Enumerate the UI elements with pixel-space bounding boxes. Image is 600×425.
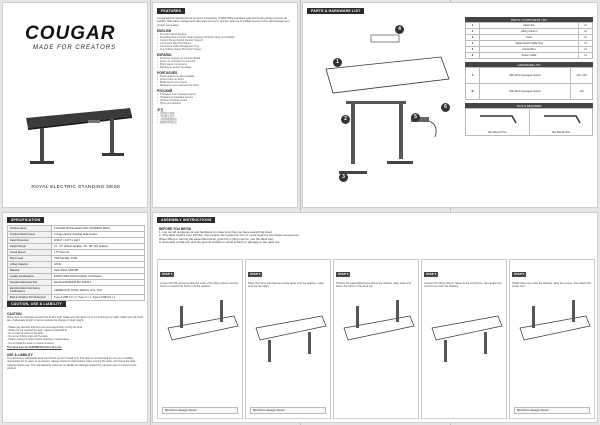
feature-item: • Ajuste de velocidad con memoria	[157, 60, 295, 63]
features-panel	[152, 2, 298, 208]
hardware-name: M4×16mm Hexagon Screw	[480, 84, 571, 100]
callout-5: 5	[411, 113, 420, 122]
warning-item: - Do not lean or climb on the desk.	[7, 332, 44, 335]
feature-item: • Ajuste suave de altura	[157, 78, 295, 81]
step-text: Install cable tray under the desktop using the screws, then attach the power cord.	[512, 282, 591, 289]
step-diagram	[514, 298, 594, 368]
desktop-part	[326, 57, 449, 93]
spec-value: 100 lb	[52, 262, 145, 268]
spec-key: Travel Speed	[8, 250, 52, 256]
component-qty: x2	[579, 29, 593, 35]
before-title: BEFORE YOU BEGIN	[159, 227, 191, 231]
warning-item: - Please unplug the power before cleaning or maintenance.	[7, 338, 70, 342]
spec-value: W1417 × L677 × H117	[52, 238, 145, 244]
hardware-letter: B	[466, 84, 480, 100]
column-left	[351, 104, 355, 164]
feature-item: • Escritorio elegante de primera calidad	[157, 57, 295, 60]
warning-item: - Please do not overload the desk, maximum load 100 lb.	[7, 328, 68, 332]
callout-4: 4	[395, 25, 404, 34]
step-label: STEP 1	[162, 272, 173, 276]
exploded-view	[311, 21, 456, 201]
warning-item: - Do not let children play with the desk.	[7, 335, 49, 339]
desk-sketch	[344, 316, 414, 340]
step-part-callout: M6×16mm Hexagon Screw	[514, 407, 590, 414]
leg-sketch	[220, 300, 223, 322]
fold-line	[150, 0, 151, 425]
assembly-header: ASSEMBLY INSTRUCTIONS	[157, 217, 215, 223]
callout-6: 6	[441, 103, 450, 112]
spec-key: Quality Certifications	[8, 274, 52, 280]
tip-item: When lifting or turning the assembled desk, grab it by Lifting column (not the desk top).	[159, 236, 275, 241]
feature-item: • Custom Preset Control Memory Support	[157, 39, 295, 42]
spec-header: SPECIFICATION	[7, 217, 44, 223]
feature-item: • 高级时尚桌面	[157, 112, 295, 115]
components-header: PARTS / COMPONENT LIST	[465, 17, 593, 22]
step-text: Loosen the M6 screws to slide the ends of the lifting column and the frame to expand the frame to fit the desktop.	[160, 282, 239, 289]
tool-label: Hex Wrench Tool	[488, 131, 507, 134]
left-foot	[30, 161, 54, 164]
cover-panel	[2, 2, 148, 208]
tips-list	[159, 231, 459, 244]
component-qty: x1	[579, 53, 593, 59]
component-name: Power Cable	[480, 53, 579, 59]
spec-key: Material	[8, 268, 52, 274]
hardware-qty: x12	[571, 84, 593, 100]
feature-item: • Стильный стол премиум-класса	[157, 93, 295, 96]
foot-right	[387, 161, 413, 164]
step-label: STEP 4	[426, 272, 437, 276]
components-table	[465, 22, 593, 59]
right-leg	[110, 118, 114, 154]
column-right	[399, 104, 403, 159]
spec-value: Electrical EN60335 IEC 60335-1	[52, 280, 145, 286]
assembly-step	[333, 259, 419, 419]
component-num: 4	[466, 41, 480, 47]
step-text: Place the frame with the feet upside down onto the desktop, make sure the feet align.	[248, 282, 324, 289]
spec-key: Motor Load	[8, 256, 52, 262]
leg-sketch	[356, 306, 359, 328]
hardware-table	[465, 67, 593, 100]
spec-key: Product Model Frame	[8, 232, 52, 238]
step-diagram	[162, 298, 242, 368]
feature-item: • Mesa elegante de alta qualidade	[157, 75, 295, 78]
component-name: Foot	[480, 35, 579, 41]
feature-list	[157, 93, 295, 105]
assembly-panel	[152, 212, 598, 423]
feature-list	[157, 112, 295, 124]
feature-item: • Convenient Side Push Button	[157, 42, 295, 45]
component-qty: x1	[579, 23, 593, 29]
spec-value: 27 - 47" without desktop / 28 - 48" with desktop	[52, 244, 145, 250]
feature-list	[157, 33, 295, 51]
component-name: Cable Clutch Cable Tray	[480, 41, 579, 47]
use-text: This accessory adjustable desk has limited control of load only. The desk is not intended for any use or liability responsible for its users or its owners. Always check for obstructions when moving the desk, and check the load capacity before use. The manufacturer assumes no liability for damage caused by improper use or misuse of this product.	[7, 357, 137, 370]
callout-2: 2	[341, 115, 350, 124]
assembly-step	[245, 259, 331, 419]
spec-value: COUGAR ROYAL ELECTRIC STANDING DESK	[52, 226, 145, 232]
left-leg	[40, 128, 44, 162]
component-name: Lifting Column	[480, 29, 579, 35]
features-body	[157, 17, 295, 124]
feature-section-title: 中文	[157, 107, 164, 112]
spec-key: Desk Dimension	[8, 238, 52, 244]
feature-item: • Botón lateral conveniente	[157, 63, 295, 66]
feature-item: • Premium Stylish Desktop	[157, 33, 295, 36]
steps-row	[157, 259, 595, 419]
warning-item: - Please pay attention that there are hard edges when moving the desk.	[7, 325, 83, 329]
component-row	[466, 53, 593, 59]
feature-item: • Лоток для кабелей	[157, 102, 295, 105]
leg-sketch	[268, 340, 271, 362]
spec-key: Electrical Electrical Safety Certifications	[8, 286, 52, 295]
component-list	[465, 17, 593, 136]
desk-sketch	[256, 316, 326, 340]
feature-item: • 平稳调节高度	[157, 115, 295, 118]
leg-sketch	[180, 306, 183, 328]
component-name: Control Box	[480, 47, 579, 53]
desk-sketch	[168, 316, 238, 340]
caution-title: CAUTION	[7, 312, 22, 316]
hex-wrench-icon	[478, 113, 518, 127]
callout-3: 3	[339, 173, 348, 182]
callout-1: 1	[333, 58, 342, 67]
spec-row	[8, 295, 145, 301]
spec-key: Height Range	[8, 244, 52, 250]
features-intro: Cougar Electric Standing Desk removes outstanding 75x60x150kg saturated solid and lengthy design ensures all stability. With cable management clips and cord cover, and the desk top of multiple layouts of the stand designing to protect your power.	[157, 17, 290, 27]
step-label: STEP 3	[338, 272, 349, 276]
feature-section-title: ENGLISH	[157, 28, 172, 33]
parts-panel	[302, 2, 598, 208]
step-part-callout: M6×10mm Hexagon Screw	[162, 407, 238, 414]
tools-row	[465, 108, 593, 136]
before-section	[159, 225, 459, 244]
feature-item: • Convenient Cable Management Tray	[157, 45, 295, 48]
warnings-list	[7, 326, 145, 345]
step-label: STEP 2	[250, 272, 261, 276]
feature-item: • Плавная регулировка высоты	[157, 96, 295, 99]
brand-tagline: MADE FOR CREATORS	[33, 45, 117, 51]
component-qty: x1	[579, 47, 593, 53]
cable-tray-part	[371, 35, 399, 42]
spec-value: Type-A USB 3.0 × 2, Type-C × 1, Type-A USB 3.0 × 1	[52, 295, 145, 301]
desk-illustration	[18, 98, 136, 173]
hardware-row	[466, 68, 593, 84]
hardware-row	[466, 84, 593, 100]
hardware-header: HARDWARE LIST	[465, 62, 593, 67]
power-cable-part	[429, 121, 436, 137]
spec-value: 75W Standby: 0.5W	[52, 256, 145, 262]
step-diagram	[250, 298, 330, 368]
feature-sections	[157, 29, 295, 124]
feature-item: • Удобная боковая кнопка	[157, 99, 295, 102]
tool-cell	[530, 109, 593, 135]
hardware-qty: x14 / x16	[571, 68, 593, 84]
step-part-callout: M6×16mm Hexagon Screw	[250, 407, 326, 414]
spec-value: Steel Metal, MDF/PB	[52, 268, 145, 274]
spec-value: EN/ISO 9001:2015 Durability Certification	[52, 274, 145, 280]
tip-item: 1. Lay out all components and hardware to make sure that you have everything listed.	[159, 230, 273, 234]
component-num: 1	[466, 23, 480, 29]
tool-label: Hex Wrench Tool	[551, 131, 570, 134]
feature-list	[157, 75, 295, 87]
feature-item: • Bandeja de gestión de cables	[157, 66, 295, 69]
assembly-step	[157, 259, 243, 419]
step-diagram	[338, 298, 418, 368]
spec-key: Lifting Capacity	[8, 262, 52, 268]
component-qty: x1	[579, 41, 593, 47]
product-title: ROYAL ELECTRIC STANDING DESK	[31, 185, 121, 190]
brand-logo: COUGAR	[25, 23, 116, 44]
control-panel	[88, 120, 100, 123]
tools-header: TOOLS REQUIRED	[465, 103, 593, 108]
leg-sketch	[484, 332, 487, 354]
spec-key: Product Name	[8, 226, 52, 232]
spec-value: 2-stage electric standing desk system	[52, 232, 145, 238]
feature-item: • Smoothly Keep to Finish Height Capacity, Minimize Noisy and Stability	[157, 36, 295, 39]
caution-text: Make sure no obstacles prevent the desk's path. Make sure the desk top is not touching any walls. Make sure all cords are of adequate length to accommodate the change in desk height.	[7, 316, 144, 323]
hex-wrench-icon	[542, 113, 582, 127]
frame-rail	[346, 101, 406, 104]
desk-sketch	[520, 316, 590, 340]
tool-cell	[466, 109, 530, 135]
component-name: Desk Top	[480, 23, 579, 29]
feature-item: • Bandeja de gerenciamento de cabos	[157, 84, 295, 87]
component-num: 2	[466, 29, 480, 35]
features-header: FEATURES	[157, 8, 185, 14]
step-label: STEP 5	[514, 272, 525, 276]
warning-note: This desk must be ASSEMBLED before first use.	[7, 345, 63, 349]
feature-item: • Botão lateral conveniente	[157, 81, 295, 84]
hardware-letter: A	[466, 68, 480, 84]
leg-sketch	[308, 332, 311, 354]
leg-sketch	[444, 340, 447, 362]
component-num: 3	[466, 35, 480, 41]
hardware-name: M6×10mm Hexagon Screw	[480, 68, 571, 84]
spec-table	[7, 225, 145, 301]
parts-header: PARTS & HARDWARE LIST	[307, 8, 364, 14]
feature-list	[157, 57, 295, 69]
caution-header: CAUTION, USE & LIABILITY	[7, 301, 66, 307]
leg-sketch	[572, 300, 575, 322]
component-num: 5	[466, 47, 480, 53]
spec-value: CE/EMC/LVD, ROHS, REACH, ETL, FCC	[52, 286, 145, 295]
feature-item: • 方便的侧面按钮	[157, 118, 295, 121]
use-title: USE & LIABILITY	[7, 353, 33, 358]
feature-section-title: РУССКИЙ	[157, 88, 173, 93]
right-foot	[102, 153, 124, 156]
leg-sketch	[532, 306, 535, 328]
assembly-step	[421, 259, 507, 419]
feature-item: • Anti-Collision Safety Protection System	[157, 48, 295, 51]
step-diagram	[426, 298, 506, 368]
spec-key: Built-in Desktop Port Extension	[8, 295, 52, 301]
feature-section-title: ESPAÑOL	[157, 52, 173, 57]
spec-panel	[2, 212, 148, 423]
component-qty: x2	[579, 35, 593, 41]
feature-section-title: PORTUGUÊS	[157, 70, 178, 75]
caution-body	[7, 310, 145, 370]
component-num: 6	[466, 53, 480, 59]
tip-item: 3. Assemble on flat soft and dry ground surface to avoid scratch or damage to the desk top.	[159, 239, 281, 244]
leg-sketch	[396, 300, 399, 322]
assembly-step	[509, 259, 595, 419]
step-text: Connect the lifting column cables to the control box, then attach the control box under the desktop.	[424, 282, 502, 289]
tip-item: 2. This desk weighs over 100 lbs. Two people are needed to turn or move desk top and desk components.	[159, 233, 300, 238]
desk-sketch	[432, 316, 502, 340]
spec-row	[8, 286, 145, 295]
spec-body	[7, 225, 145, 301]
warning-item: - Do not install the desk on uneven surfaces.	[7, 341, 55, 345]
spec-value: 1.57"/second	[52, 250, 145, 256]
step-text: Position the assembled frame above the desktop, align holes and fasten the frame to the desk top.	[336, 282, 411, 289]
spec-key: Standard Electrical Test	[8, 280, 52, 286]
feature-item: • 便捷的理线托盘	[157, 121, 295, 124]
